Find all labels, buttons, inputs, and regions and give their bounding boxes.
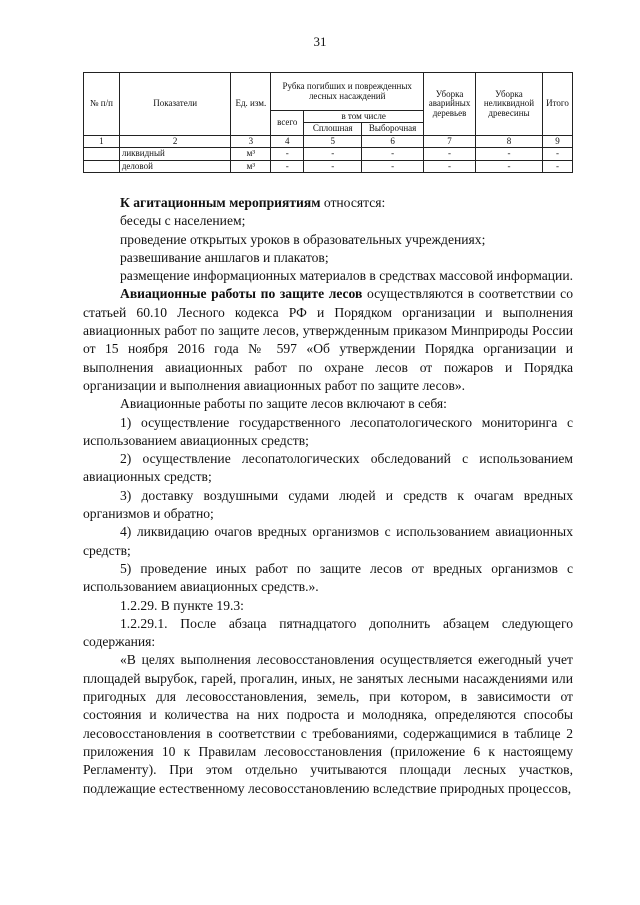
header-including: в том числе bbox=[304, 111, 424, 123]
list-item: 3) доставку воздушными судами людей и средств к очагам вредных организмов и обратно; bbox=[83, 487, 573, 522]
table-cell: - bbox=[424, 160, 476, 172]
table-cell: м³ bbox=[231, 160, 271, 172]
paragraph: «В целях выполнения лесовосстановления осуществляется ежегодный учет площадей вырубок, гарей, прогалин, иных, не занятых лесными насаждениями или пригодных для лесовосстановления, земель, при котором, в зависимости от состояния и количества на них подроста и молодняка, определяются способы лесовосстановления в соответствии с требованиями, содержащимися в таблице 2 приложения 10 к Правилам лесовосстановления (приложение 6 к настоящему Регламенту). При этом отдельно учитываются площади лесных участков, подлежащие естественному лесовосстановлению вследствие природных процессов, bbox=[83, 652, 573, 796]
table-cell bbox=[84, 148, 120, 160]
index-cell: 4 bbox=[271, 135, 304, 147]
table-cell bbox=[84, 160, 120, 172]
index-cell: 2 bbox=[119, 135, 231, 147]
table-row bbox=[84, 148, 573, 160]
table-cell: ликвидный bbox=[119, 148, 231, 160]
table-cell: - bbox=[271, 160, 304, 172]
paragraph: 1.2.29. В пункте 19.3: bbox=[120, 597, 244, 613]
header-emergency: Уборка аварийных деревьев bbox=[424, 73, 476, 136]
paragraph-text: относятся: bbox=[320, 195, 386, 210]
page-number: 31 bbox=[313, 34, 327, 49]
table-cell: - bbox=[362, 160, 424, 172]
table-cell: - bbox=[476, 160, 543, 172]
index-cell: 6 bbox=[362, 135, 424, 147]
table-cell: - bbox=[542, 148, 572, 160]
table-cell: - bbox=[271, 148, 304, 160]
body-text bbox=[83, 194, 573, 798]
paragraph: Авиационные работы по защите лесов включают в себя: bbox=[120, 396, 447, 412]
table-cell: - bbox=[304, 160, 362, 172]
table-cell: - bbox=[304, 148, 362, 160]
index-cell: 9 bbox=[542, 135, 572, 147]
paragraph: беседы с населением; bbox=[120, 213, 246, 229]
bold-lead: К агитационным мероприятиям bbox=[120, 195, 321, 210]
index-cell: 5 bbox=[304, 135, 362, 147]
header-felling-group: Рубка погибших и поврежденных лесных насаждений bbox=[271, 73, 424, 111]
list-item: 1) осуществление государственного лесопатологического мониторинга с использованием авиационных средств; bbox=[83, 414, 573, 448]
table-cell: - bbox=[542, 160, 572, 172]
header-illiquid: Уборка неликвидной древесины bbox=[476, 73, 543, 136]
paragraph bbox=[83, 285, 573, 395]
table-cell: м³ bbox=[231, 148, 271, 160]
header-total: всего bbox=[271, 111, 304, 136]
index-cell: 3 bbox=[231, 135, 271, 147]
table-cell: - bbox=[424, 148, 476, 160]
list-item: 4) ликвидацию очагов вредных организмов с использованием авиационных средств; bbox=[83, 524, 573, 558]
paragraph: развешивание аншлагов и плакатов; bbox=[120, 249, 329, 265]
header-unit: Ед. изм. bbox=[231, 73, 271, 136]
paragraph: размещение информационных материалов в средствах массовой информации. bbox=[120, 268, 574, 284]
header-continuous: Сплошная bbox=[304, 123, 362, 135]
paragraph: 1.2.29.1. После абзаца пятнадцатого дополнить абзацем следующего содержания: bbox=[83, 615, 573, 650]
table-index-row bbox=[84, 135, 573, 147]
index-cell: 8 bbox=[476, 135, 543, 147]
header-sum: Итого bbox=[542, 73, 572, 136]
table-cell: деловой bbox=[119, 160, 231, 172]
index-cell: 1 bbox=[84, 135, 120, 147]
paragraph: проведение открытых уроков в образовательных учреждениях; bbox=[120, 231, 486, 247]
header-indicator: Показатели bbox=[119, 73, 231, 136]
list-item: 2) осуществление лесопатологических обследований с использованием авиационных средств; bbox=[83, 451, 573, 485]
index-cell: 7 bbox=[424, 135, 476, 147]
bold-lead: Авиационные работы по защите лесов bbox=[120, 286, 363, 302]
table-cell: - bbox=[362, 148, 424, 160]
header-num: № п/п bbox=[84, 73, 120, 136]
header-selective: Выборочная bbox=[362, 123, 424, 135]
paragraph-text: осуществляются в соответствии со статьей 60.10 Лесного кодекса РФ и Порядком организации и выполнения авиационных работ по защите лесов, утвержденным приказом Минприроды России от 15 ноября 2016 года № 597 «Об утверждении Порядка организации и выполнения авиационных работ по охране лесов от пожаров и Порядка организации и выполнения авиационных работ по защите лесов». bbox=[83, 286, 573, 393]
forest-felling-table bbox=[83, 72, 573, 173]
paragraph bbox=[83, 194, 573, 212]
table-row bbox=[84, 160, 573, 172]
table-cell: - bbox=[476, 148, 543, 160]
list-item: 5) проведение иных работ по защите лесов от вредных организмов с использованием авиационных средств.». bbox=[83, 560, 573, 595]
